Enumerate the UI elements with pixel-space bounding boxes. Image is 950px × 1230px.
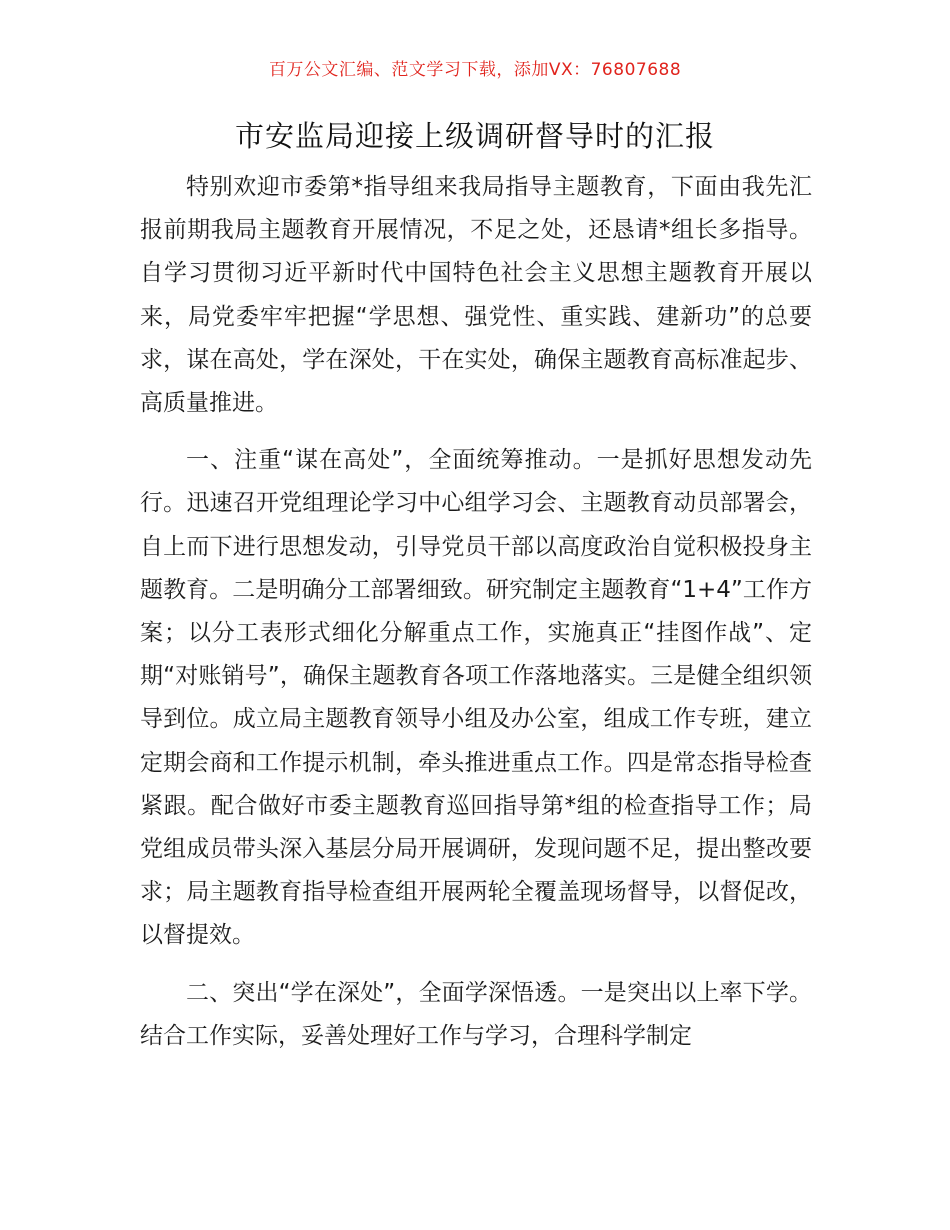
header-banner: 百万公文汇编、范文学习下载，添加VX：76807688	[268, 60, 682, 80]
document-title: 市安监局迎接上级调研督导时的汇报	[234, 119, 715, 153]
document-body	[140, 166, 812, 1058]
paragraph-section-2: 二、突出“学在深处”，全面学深悟透。一是突出以上率下学。结合工作实际，妥善处理好工作与学习，合理科学制定	[140, 979, 812, 1049]
paragraph-section-1: 一、注重“谋在高处”，全面统筹推动。一是抓好思想发动先行。迅速召开党组理论学习中心组学习会、主题教育动员部署会，自上而下进行思想发动，引导党员干部以高度政治自觉积极投身主题教育。二是明确分工部署细致。研究制定主题教育“1+4”工作方案；以分工表形式细化分解重点工作，实施真正“挂图作战”、定期“对账销号”，确保主题教育各项工作落地落实。三是健全组织领导到位。成立局主题教育领导小组及办公室，组成工作专班，建立定期会商和工作提示机制，牵头推进重点工作。四是常态指导检查紧跟。配合做好市委主题教育巡回指导第*组的检查指导工作；局党组成员带头深入基层分局开展调研，发现问题不足，提出整改要求；局主题教育指导检查组开展两轮全覆盖现场督导，以督促改，以督提效。	[140, 447, 812, 949]
paragraph-intro: 特别欢迎市委第*指导组来我局指导主题教育，下面由我先汇报前期我局主题教育开展情况，不足之处，还恳请*组长多指导。自学习贯彻习近平新时代中国特色社会主义思想主题教育开展以来，局党委牢牢把握“学思想、强党性、重实践、建新功”的总要求，谋在高处，学在深处，干在实处，确保主题教育高标准起步、高质量推进。	[140, 174, 812, 417]
